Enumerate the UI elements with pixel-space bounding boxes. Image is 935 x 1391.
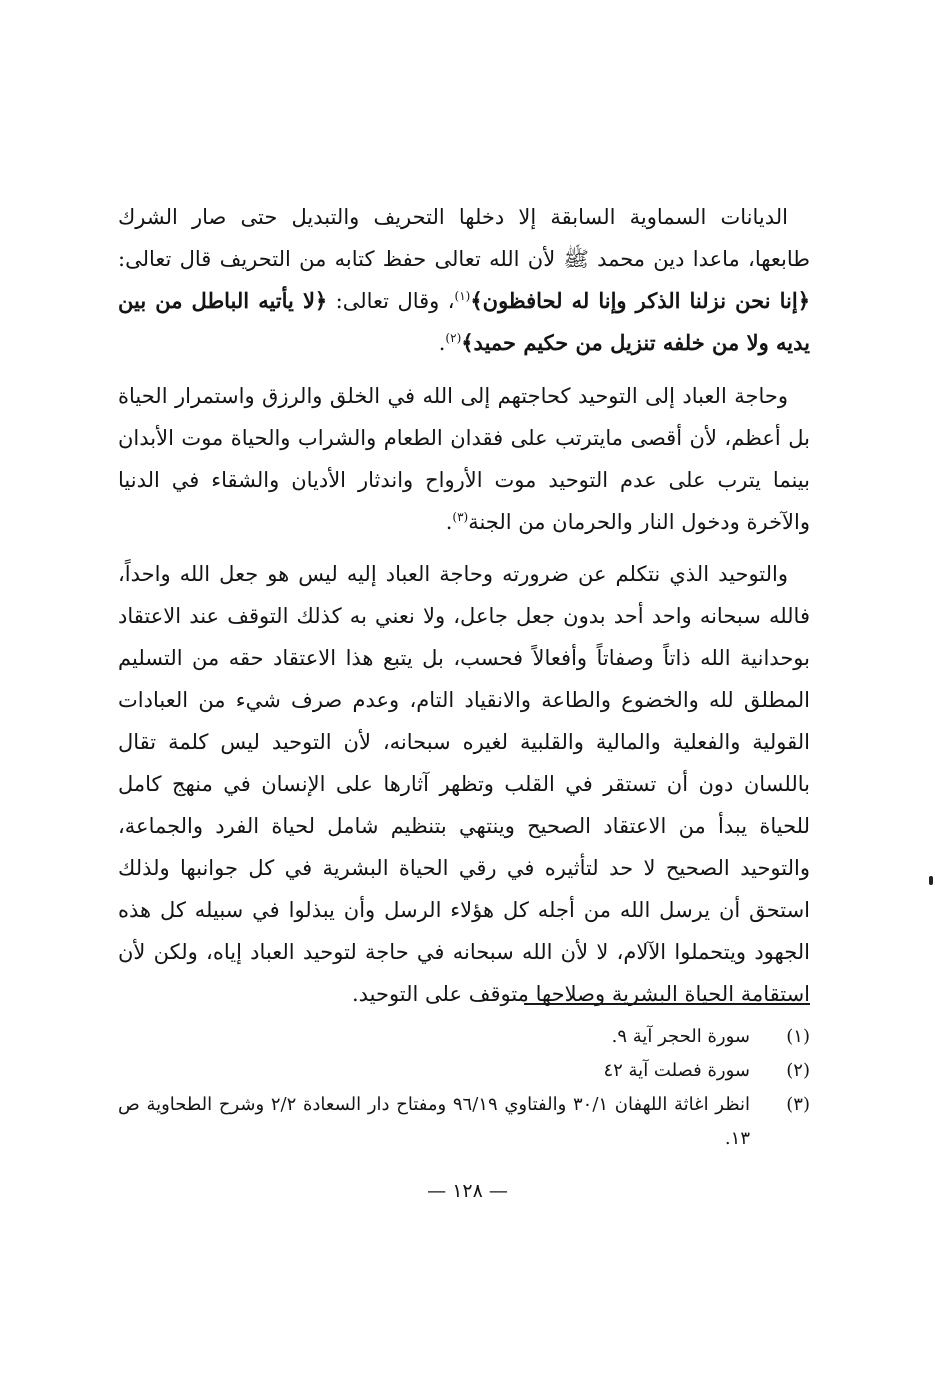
- footnote-item: [118, 1054, 810, 1088]
- page-number: — ١٢٨ —: [427, 1180, 508, 1202]
- footnote-ref-3: (٣): [452, 510, 469, 524]
- paragraph-3: [118, 553, 810, 1015]
- footnote-separator: [524, 1003, 810, 1005]
- paragraph-3-body: والتوحيد الذي نتكلم عن ضرورته وحاجة العباد إليه ليس هو جعل الله واحداً، فالله سبحانه واحد أحد بدون جعل جاعل، ولا نعني به كذلك التوقف عند الاعتقاد بوحدانية الله ذاتاً وصفاتاً وأفعالاً فحسب، بل يتبع هذا الاعتقاد حقه من التسليم المطلق لله والخضوع والطاعة والانقياد التام، وعدم صرف شيء من العبادات القولية والفعلية والمالية والقلبية لغيره سبحانه، لأن التوحيد ليس كلمة تقال باللسان دون أن تستقر في القلب وتظهر آثارها على الإنسان في منهج كامل للحياة يبدأ من الاعتقاد الصحيح وينتهي بتنظيم شامل لحياة الفرد والجماعة، والتوحيد الصحيح لا حد لتأثيره في رقي الحياة البشرية في كل جوانبها ولذلك استحق أن يرسل الله من أجله كل هؤلاء الرسل وأن يبذلوا في سبيله كل هذه الجهود ويتحملوا الآلام، لا لأن الله سبحانه في حاجة لتوحيد العباد إياه، ولكن لأن استقامة الحياة البشرية وصلاحها متوقف على التوحيد.: [118, 562, 810, 1006]
- footnote-ref-1: (١): [454, 289, 471, 303]
- paragraph-2-text-a: وحاجة العباد إلى التوحيد كحاجتهم إلى الله في الخلق والرزق واستمرار الحياة بل أعظم، لأن أقصى مايترتب على فقدان الطعام والشراب والحياة موت الأبدان بينما يترب على عدم التوحيد موت الأرواح واندثار الأديان والشقاء في الدنيا والآخرة ودخول النار والحرمان من الجنة: [118, 384, 810, 534]
- paragraph-1-text-c: .: [438, 331, 446, 355]
- footnote-number: (١): [786, 1026, 810, 1047]
- paragraph-1: [118, 196, 810, 364]
- paragraph-1-text-a: الديانات السماوية السابقة إلا دخلها التحريف والتبديل حتى صار الشرك طابعها، ماعدا دين محمد ﷺ لأن الله تعالى حفظ كتابه من التحريف قال تعالى:: [118, 205, 810, 271]
- quran-quote-1: ﴿إنا نحن نزلنا الذكر وإنا له لحافظون﴾: [470, 288, 811, 313]
- footnote-item: [118, 1088, 810, 1156]
- paragraph-2: [118, 375, 810, 543]
- quran-quote-2: ﴿لا يأتيه الباطل من بين يديه ولا من خلفه تنزيل من حكيم حميد﴾: [118, 288, 810, 355]
- paragraph-2-body: [118, 375, 810, 543]
- paragraph-1-text-b: ، وقال تعالى:: [327, 289, 455, 313]
- paragraph-2-text-b: .: [445, 510, 453, 534]
- footnote-text: انظر اغاثة اللهفان ٣٠/١ والفتاوي ٩٦/١٩ ومفتاح دار السعادة ٢/٢ وشرح الطحاوية ص ١٣.: [118, 1094, 750, 1149]
- footnote-text: سورة الحجر آية ٩.: [611, 1026, 750, 1047]
- footnote-number: (٣): [786, 1094, 810, 1115]
- paragraph-1-body: [118, 196, 810, 364]
- footnote-ref-2: (٢): [445, 331, 462, 345]
- footnote-item: [118, 1020, 810, 1054]
- footnote-text: سورة فصلت آية ٤٢: [603, 1060, 750, 1081]
- footnotes: [118, 1020, 810, 1156]
- margin-mark: [929, 876, 933, 885]
- footnote-number: (٢): [786, 1060, 810, 1081]
